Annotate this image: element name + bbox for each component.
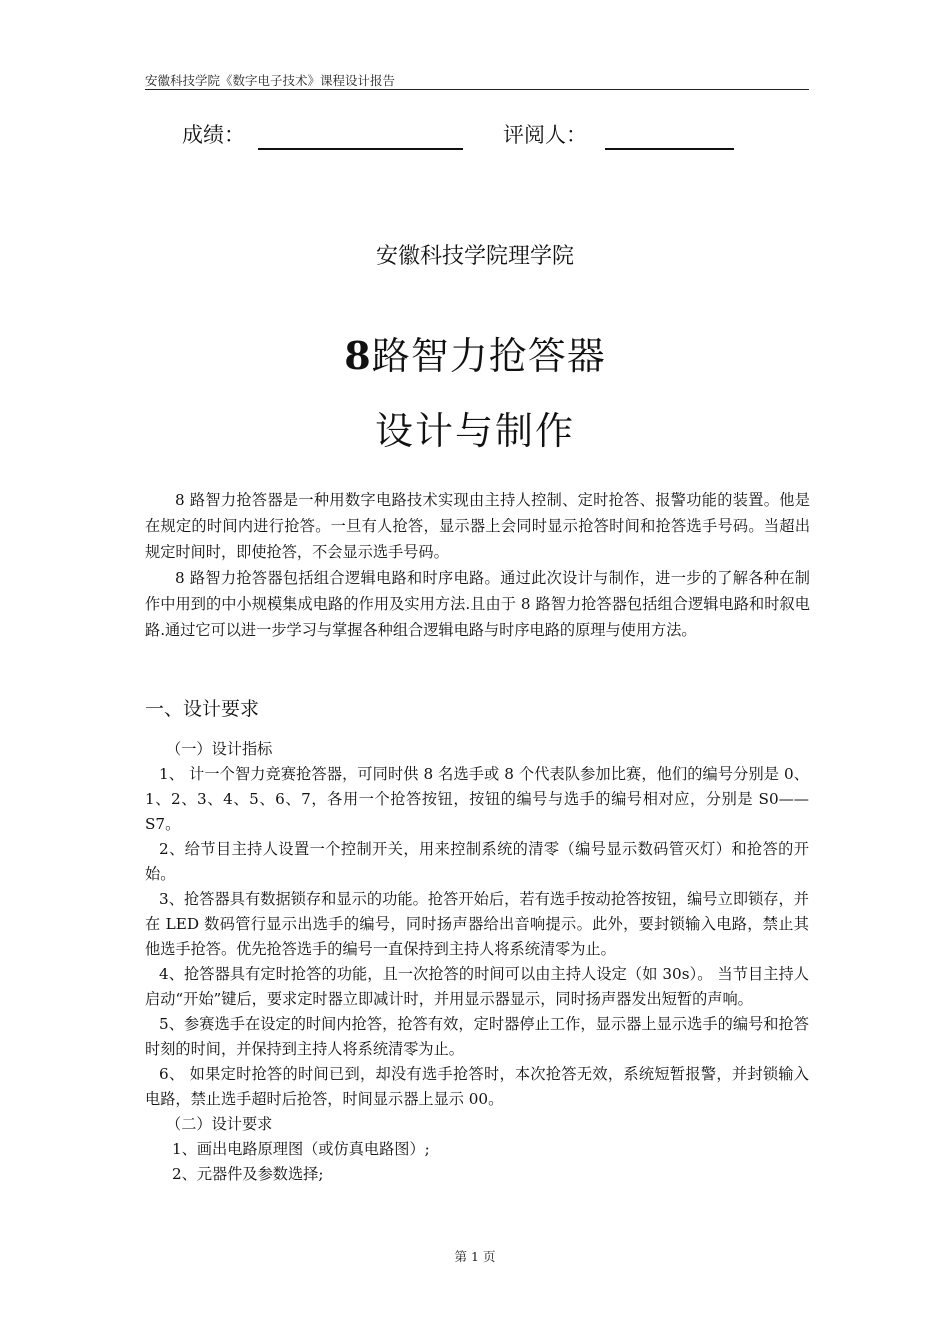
- requirement-item: 4、抢答器具有定时抢答的功能，且一次抢答的时间可以由主持人设定（如 30s）。 当节目主持人启动“开始”键后，要求定时器立即减计时，并用显示器显示，同时扬声器发出短暂的声响。: [145, 965, 809, 1008]
- intro-section: [145, 487, 810, 643]
- title-line-1: [0, 330, 950, 382]
- title-line-1-rest: 路智力抢答器: [371, 334, 606, 378]
- design-requirement-item: 1、画出电路原理图（或仿真电路图）;: [172, 1140, 430, 1158]
- reviewer-label: 评阅人：: [503, 123, 587, 147]
- requirement-item: 3、抢答器具有数据锁存和显示的功能。抢答开始后，若有选手按动抢答按钮，编号立即锁存，并在 LED 数码管行显示出选手的编号，同时扬声器给出音响提示。此外，要封锁输入电路，禁止其他选手抢答。优先抢答选手的编号一直保持到主持人将系统清零为止。: [145, 890, 809, 958]
- title-number: 8: [344, 333, 372, 378]
- requirement-item: 1、 计一个智力竞赛抢答器，可同时供 8 名选手或 8 个代表队参加比赛，他们的编号分别是 0、1、2、3、4、5、6、7，各用一个抢答按钮，按钮的编号与选手的编号相对应，分别是 S0——S7。: [145, 765, 809, 833]
- requirement-item: 6、 如果定时抢答的时间已到，却没有选手抢答时，本次抢答无效，系统短暂报警，并封锁输入电路，禁止选手超时后抢答，时间显示器上显示 00。: [145, 1065, 809, 1108]
- grade-label: 成绩：: [182, 123, 245, 147]
- reviewer-blank-line: [605, 148, 734, 150]
- requirements-section: [145, 737, 809, 1187]
- page-header: [145, 72, 809, 90]
- requirement-item: 5、参赛选手在设定的时间内抢答，抢答有效，定时器停止工作，显示器上显示选手的编号和抢答时刻的时间，并保持到主持人将系统清零为止。: [145, 1015, 809, 1058]
- grade-blank-line: [258, 148, 463, 150]
- grade-row: [0, 120, 950, 160]
- section-heading: 一、设计要求: [145, 698, 260, 720]
- subsection-heading: （一）设计指标: [166, 740, 273, 758]
- header-text: 安徽科技学院《数字电子技术》课程设计报告: [145, 73, 396, 88]
- title-line-2: 设计与制作: [374, 409, 575, 453]
- requirement-item: 2、给节目主持人设置一个控制开关，用来控制系统的清零（编号显示数码管灭灯）和抢答的开始。: [145, 840, 809, 883]
- subsection-heading: （二）设计要求: [166, 1115, 273, 1133]
- page-footer: 第 1 页: [454, 1249, 496, 1264]
- design-requirement-item: 2、元器件及参数选择;: [172, 1165, 324, 1183]
- school-name: 安徽科技学院理学院: [375, 244, 574, 269]
- intro-paragraph: 8 路智力抢答器是一种用数字电路技术实现由主持人控制、定时抢答、报警功能的装置。他是在规定的时间内进行抢答。一旦有人抢答，显示器上会同时显示抢答时间和抢答选手号码。当超出规定时间时，即使抢答，不会显示选手号码。: [145, 491, 810, 561]
- intro-paragraph: 8 路智力抢答器包括组合逻辑电路和时序电路。通过此次设计与制作，进一步的了解各种在制作中用到的中小规模集成电路的作用及实用方法.且由于 8 路智力抢答器包括组合逻辑电路和时叙电路.通过它可以进一步学习与掌握各种组合逻辑电路与时序电路的原理与使用方法。: [145, 569, 810, 639]
